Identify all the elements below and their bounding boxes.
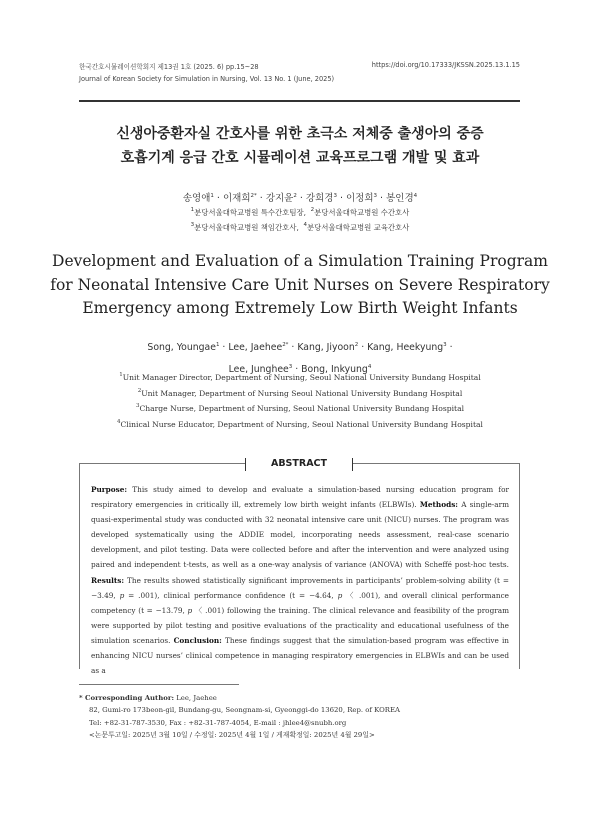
- author-kr: 강지윤: [265, 193, 294, 204]
- author-en: Kang, Heekyung: [367, 342, 444, 353]
- author-en-sup: 4: [367, 363, 372, 370]
- title-korean-line-2: 호흡기계 응급 간호 시뮬레이션 교육프로그램 개발 및 효과: [120, 150, 480, 166]
- authors-english: Song, Youngae$^1$ · Lee, Jaehee$^{2*}$ · Kang, Jiyoon$^2$ · Kang, Heekyung$^3$ · Lee, Junghee$^3$ · Bong, Inkyung$^4$: [147, 342, 453, 375]
- author-kr-sup: 2: [293, 193, 297, 199]
- aff-kr-sup: 3: [190, 222, 195, 228]
- purpose-text: This study aimed to develop and evaluate a simulation-based nursing education program for respiratory emergencies in critically ill, extremely low birth weight infants (ELBWIs).: [91, 485, 509, 510]
- aff-en-sup: 4: [117, 418, 121, 425]
- aff-en-sup: 1: [119, 372, 123, 378]
- corresponding-author-footnote: [79, 692, 520, 742]
- affiliation-en-text: Clinical Nurse Educator, Department of Nursing, Seoul National University Bundang Hospital: [120, 419, 483, 429]
- author-kr: 송영애: [182, 193, 211, 204]
- author-kr-sup: 4: [413, 193, 418, 199]
- affiliation-en-4: [60, 416, 540, 432]
- affiliation-en-text: Unit Manager, Department of Nursing Seoul National University Bundang Hospital: [141, 388, 463, 398]
- title-korean-line-1: 신생아중환자실 간호사를 위한 초극소 저체중 출생아의 중증: [116, 126, 484, 142]
- abstract-text: [91, 482, 510, 676]
- authors-korean: 송영애$^1$ · 이재희$^{2*}$ · 강지윤$^2$ · 강희경$^3$ · 이정희$^3$ · 봉인경$^4$: [182, 193, 418, 204]
- aff-en-sup: 2: [137, 387, 142, 394]
- corresponding-address: 82, Gumi-ro 173beon-gil, Bundang-gu, Seongnam-si, Gyeonggi-do 13620, Rep. of KOREA: [89, 706, 400, 715]
- results-text: The results showed statistically significant improvements in participants’ problem-solving ability (t = −3.49,: [91, 575, 509, 600]
- author-en: Song, Youngae: [147, 342, 216, 353]
- author-kr: 강희경: [305, 193, 334, 204]
- header-rule: [79, 100, 520, 102]
- author-en: Kang, Jiyoon: [297, 342, 355, 353]
- author-kr: 이정희: [346, 193, 374, 204]
- author-en-sup: 2*: [282, 342, 289, 348]
- affiliations-korean-line-1: [60, 207, 540, 218]
- methods-text: A single-arm quasi-experimental study was conducted with 32 neonatal intensive care unit (NICU) nurses. The program was developed systematically using the ADDIE model, incorporating needs assessment, real-case scenario development, and pilot testing. Data were collected before and after the intervention and were analyzed using paired and independent t-tests, as well as a one-way analysis of variance (ANOVA) with Scheffé post-hoc tests.: [91, 500, 509, 570]
- submission-dates: <논문투고일: 2025년 3월 10일 / 수정일: 2025년 4월 1일 / 게재확정일: 2025년 4월 29일>: [89, 731, 375, 740]
- title-english-line-3: Emergency among Extremely Low Birth Weight Infants: [82, 299, 518, 317]
- author-kr-sup: 2*: [250, 193, 257, 199]
- corresponding-contact: Tel: +82-31-787-3530, Fax : +82-31-787-4054, E-mail : jhlee4@snubh.org: [89, 718, 347, 727]
- title-english-line-1: Development and Evaluation of a Simulation Training Program: [52, 252, 548, 270]
- aff-en-sup: 3: [135, 403, 140, 410]
- abstract-heading: ABSTRACT: [245, 455, 353, 473]
- aff-kr-sup: 2: [310, 207, 315, 213]
- affiliation-en-text: Charge Nurse, Department of Nursing, Seoul National University Bundang Hospital: [139, 404, 465, 414]
- p-symbol: p: [337, 590, 343, 600]
- author-en: Bong, Inkyung: [301, 363, 368, 375]
- conclusion-text: These findings suggest that the simulation-based program was effective in enhancing NICU nurses’ clinical competence in managing respiratory emergencies in ELBWIs and can be used as a: [91, 635, 510, 676]
- journal-citation-kr: 한국간호시뮬레이션학회지 제13권 1호 (2025. 6) pp.15~28: [79, 63, 259, 71]
- purpose-label: Purpose:: [91, 485, 128, 494]
- title-korean: [60, 122, 540, 170]
- affiliation-en-1: [60, 369, 540, 385]
- corresponding-label: * Corresponding Author:: [79, 694, 175, 702]
- p-symbol: p: [119, 590, 125, 600]
- methods-label: Methods:: [419, 500, 458, 510]
- affiliation-kr: 분당서울대학교병원 책임간호사,: [194, 223, 299, 232]
- author-kr-sup: 1: [210, 193, 214, 199]
- aff-kr-sup: 1: [190, 207, 195, 213]
- results-text: 〈 .001), and overall clinical performance competency (t = −13.79,: [91, 590, 510, 615]
- corresponding-name: Lee, Jaehee: [174, 694, 217, 702]
- affiliation-en-3: [60, 400, 540, 416]
- author-kr: 봉인경: [386, 193, 414, 204]
- author-en-sup: 1: [215, 342, 220, 348]
- results-label: Results:: [91, 575, 125, 585]
- author-kr-sup: 3: [373, 193, 378, 199]
- running-header-left: [79, 61, 334, 85]
- author-en-sup: 3: [443, 342, 447, 348]
- affiliation-kr: 분당서울대학교병원 교육간호사: [307, 223, 410, 232]
- author-kr-sup: 3: [333, 193, 337, 199]
- author-kr: 이재희: [222, 193, 251, 204]
- title-english: [50, 250, 550, 321]
- aff-kr-sup: 4: [303, 222, 308, 228]
- doi-link[interactable]: https://doi.org/10.17333/JKSSN.2025.13.1.15: [371, 61, 520, 69]
- p-symbol: p: [187, 605, 193, 615]
- footnote-rule: [79, 684, 239, 685]
- results-text: 〈 .001) following the training. The clinical relevance and feasibility of the program were supported by pilot testing and positive evaluations of the practicality and educational usefulness of the simulation scenarios.: [91, 605, 509, 645]
- conclusion-label: Conclusion:: [173, 635, 222, 645]
- results-text: = .001), clinical performance confidence (t = −4.64,: [124, 590, 338, 600]
- affiliation-en-text: Unit Manager Director, Department of Nursing, Seoul National University Bundang Hospital: [122, 373, 481, 382]
- affiliation-kr: 분당서울대학교병원 수간호사: [314, 208, 410, 217]
- title-english-line-2: for Neonatal Intensive Care Unit Nurses on Severe Respiratory: [50, 275, 550, 294]
- author-en: Lee, Junghee: [228, 363, 289, 375]
- affiliation-kr: 분당서울대학교병원 특수간호팀장,: [194, 208, 306, 217]
- affiliations-english: [60, 369, 540, 431]
- author-en-sup: 2: [354, 342, 359, 348]
- author-en-sup: 3: [288, 363, 293, 370]
- journal-citation-en: Journal of Korean Society for Simulation in Nursing, Vol. 13 No. 1 (June, 2025): [79, 75, 335, 83]
- author-en: Lee, Jaehee: [228, 342, 283, 353]
- affiliation-en-2: [60, 385, 540, 401]
- affiliations-korean-line-2: [60, 222, 540, 233]
